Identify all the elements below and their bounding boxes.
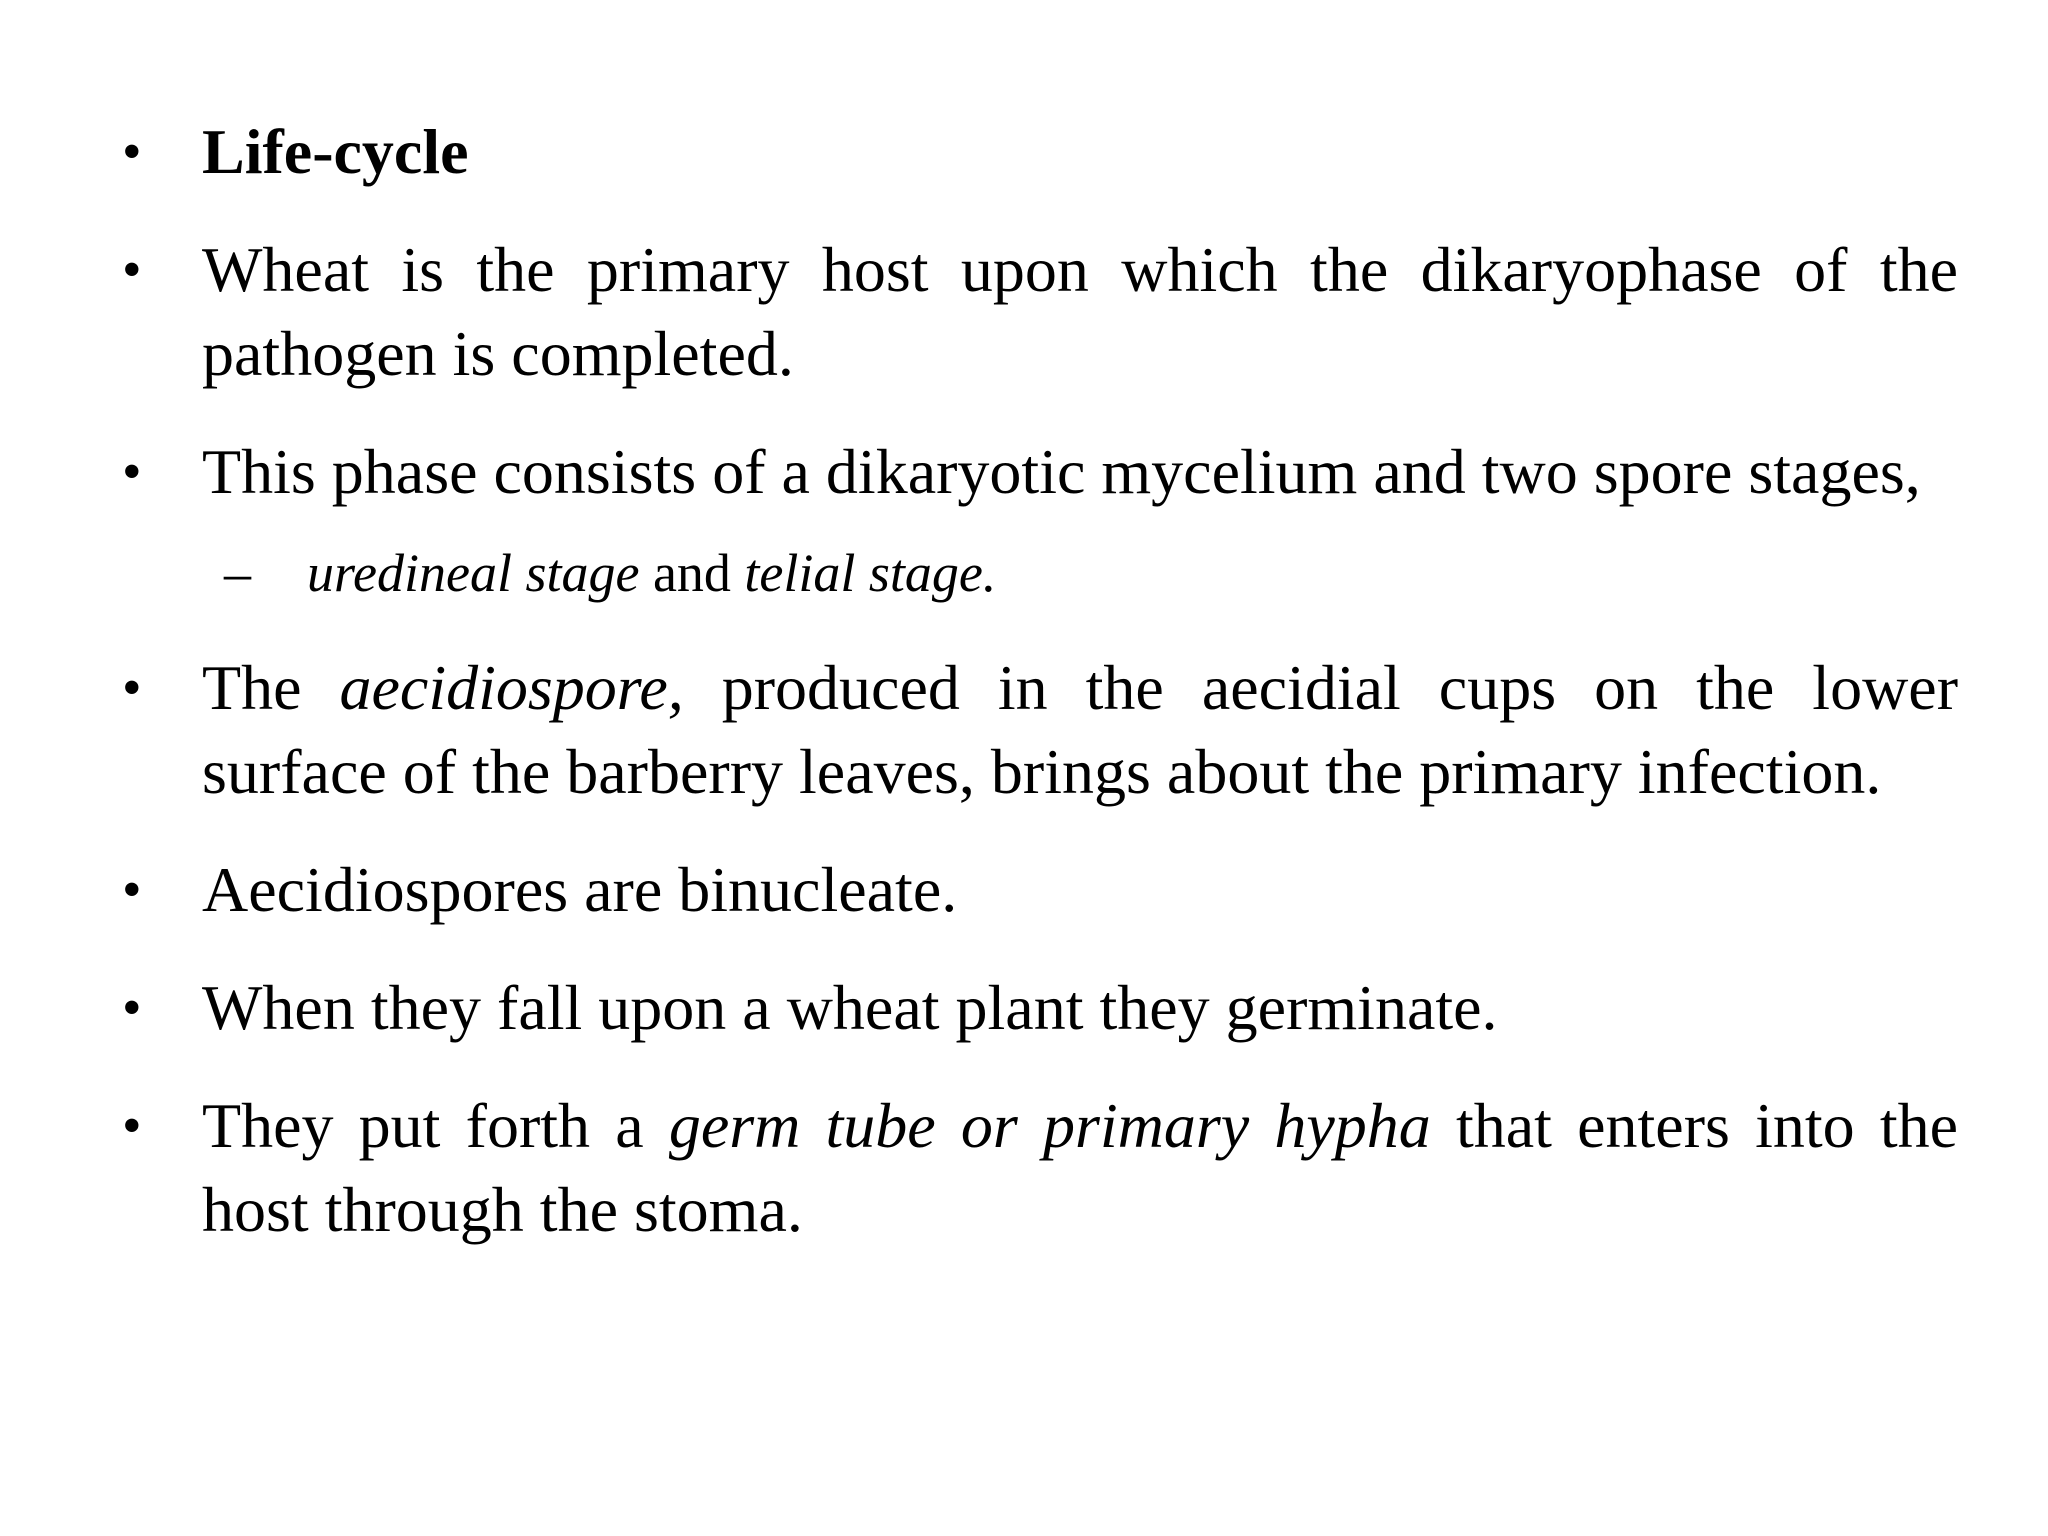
dash-icon: –	[224, 543, 251, 603]
bullet-wheat-primary-host	[122, 228, 1958, 396]
bullet-binucleate	[122, 848, 1958, 932]
bullet-germinate	[122, 966, 1958, 1050]
aecidiospore-term: aecidiospore,	[339, 652, 684, 723]
bullet-text: When they fall upon a wheat plant they germinate.	[202, 972, 1498, 1043]
bullet-list	[122, 110, 1958, 1286]
and-text: and	[639, 543, 745, 603]
bullet-text: Wheat is the primary host upon which the dikaryophase of the pathogen is completed.	[202, 234, 1958, 389]
bullet-dot-icon: •	[122, 239, 142, 301]
bullet-text-rest: produced in the aecidial cups on the lower surface of the barberry leaves, brings about the primary infection.	[202, 652, 1958, 807]
bullet-dot-icon: •	[122, 441, 142, 503]
bullet-phase-consists	[122, 430, 1958, 514]
bullet-dot-icon: •	[122, 859, 142, 921]
heading-life-cycle: Life-cycle	[202, 116, 469, 187]
bullet-heading	[122, 110, 1958, 194]
bullet-text-start: They put forth a	[202, 1090, 669, 1161]
telial-stage-text: telial stage.	[744, 543, 997, 603]
sub-bullet-stages	[122, 538, 1958, 608]
bullet-aecidiospore	[122, 646, 1958, 814]
bullet-text-rest: that enters into the host through the stoma.	[202, 1090, 1959, 1245]
bullet-dot-icon: •	[122, 121, 142, 183]
bullet-dot-icon: •	[122, 977, 142, 1039]
bullet-text: Aecidiospores are binucleate.	[202, 854, 958, 925]
bullet-text-start: The	[202, 652, 340, 723]
uredineal-stage-text: uredineal stage	[307, 543, 640, 603]
bullet-dot-icon: •	[122, 1095, 142, 1157]
bullet-dot-icon: •	[122, 657, 142, 719]
germ-tube-term: germ tube or primary hypha	[668, 1090, 1431, 1161]
bullet-text: This phase consists of a dikaryotic mycelium and two spore stages,	[202, 436, 1921, 507]
bullet-germ-tube	[122, 1084, 1958, 1252]
